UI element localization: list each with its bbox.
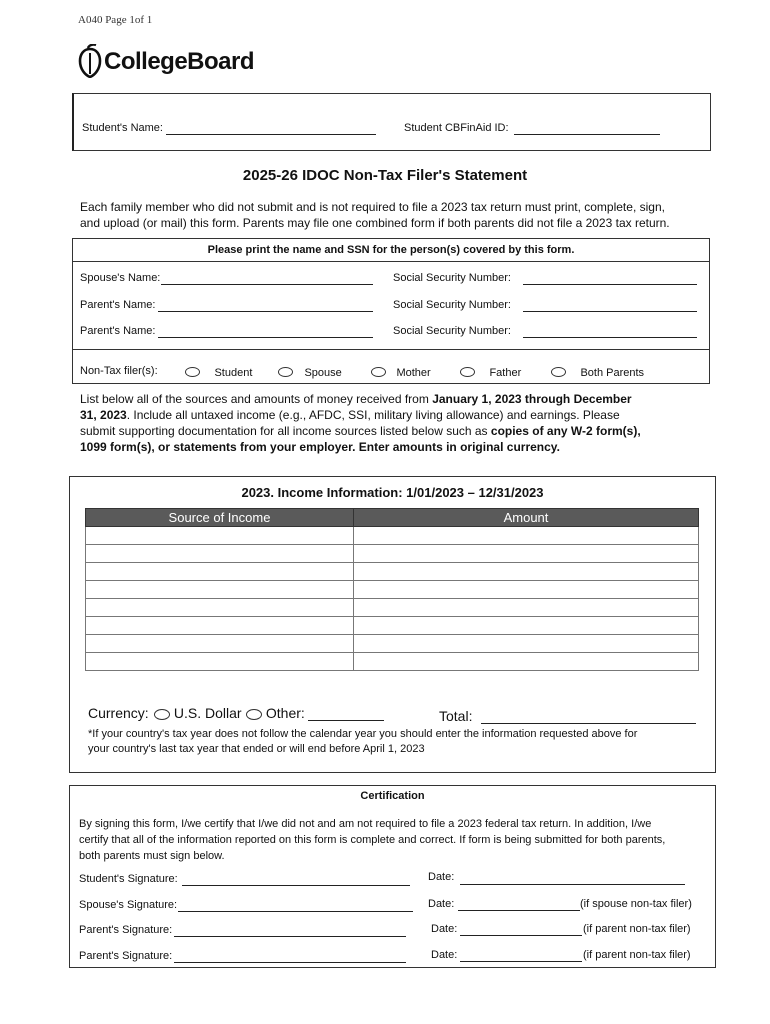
spouse-signature-field[interactable] (178, 899, 413, 912)
source-cell[interactable] (86, 563, 354, 581)
divider (73, 349, 709, 350)
filer-option-label: Student (214, 367, 253, 379)
acorn-icon (78, 44, 102, 78)
parent1-date-label: Date: (431, 923, 458, 935)
intro-text (80, 199, 670, 231)
filer-option-mother[interactable] (371, 363, 431, 381)
filer-option-student[interactable] (185, 363, 252, 381)
certification-title: Certification (360, 790, 425, 802)
filer-option-father[interactable] (460, 363, 521, 381)
currency-usd-label: U.S. Dollar (173, 705, 242, 721)
source-cell[interactable] (86, 527, 354, 545)
filer-option-label: Father (489, 367, 522, 379)
note-line-1: *If your country's tax year does not follow the calendar year you should enter the information requested above for (88, 728, 638, 740)
parent1-ssn-field[interactable] (523, 299, 697, 312)
income-info-box (69, 476, 716, 773)
filer-option-label: Both Parents (580, 367, 645, 379)
parent1-name-field[interactable] (158, 299, 373, 312)
student-name-label: Student's Name: (82, 122, 163, 134)
parent2-signature-field[interactable] (174, 950, 406, 963)
parent1-signature-field[interactable] (174, 924, 406, 937)
parent1-signature-label: Parent's Signature: (79, 924, 173, 936)
student-date-label: Date: (428, 871, 455, 883)
instr-date-range: January 1, 2023 through December (432, 392, 632, 406)
student-signature-field[interactable] (182, 873, 410, 886)
table-header-row (86, 509, 699, 527)
divider (73, 261, 709, 262)
amount-cell[interactable] (354, 527, 699, 545)
amount-cell[interactable] (354, 599, 699, 617)
student-id-field[interactable] (514, 122, 660, 135)
table-row (86, 581, 699, 599)
parent2-ssn-field[interactable] (523, 325, 697, 338)
instr-date-end: 31, 2023 (80, 408, 127, 422)
cert-line-2: certify that all of the information reported on this form is complete and correct. If form is being submitted for both parents, (79, 834, 666, 846)
income-table (85, 508, 699, 671)
radio-button-icon[interactable] (154, 709, 170, 720)
parent2-date-note: (if parent non-tax filer) (583, 949, 691, 961)
nontax-filer-label: Non-Tax filer(s): (80, 365, 158, 377)
spouse-date-field[interactable] (458, 898, 580, 911)
instr-text: List below all of the sources and amounts of money received from (80, 392, 433, 406)
currency-other-field[interactable] (308, 706, 384, 721)
table-row (86, 563, 699, 581)
parent1-name-label: Parent's Name: (80, 299, 156, 311)
filer-option-label: Mother (396, 367, 431, 379)
print-instruction: Please print the name and SSN for the person(s) covered by this form. (207, 244, 575, 256)
parent1-date-field[interactable] (460, 923, 582, 936)
income-instructions (80, 391, 641, 455)
currency-option-other[interactable] (246, 705, 305, 721)
parent2-date-field[interactable] (460, 949, 582, 962)
total-field[interactable] (481, 709, 696, 724)
spouse-name-label: Spouse's Name: (80, 272, 161, 284)
amount-cell[interactable] (354, 635, 699, 653)
parent2-date-label: Date: (431, 949, 458, 961)
amount-cell[interactable] (354, 617, 699, 635)
student-id-label: Student CBFinAid ID: (404, 122, 509, 134)
form-title: 2025-26 IDOC Non-Tax Filer's Statement (242, 167, 528, 184)
student-signature-label: Student's Signature: (79, 873, 178, 885)
source-cell[interactable] (86, 653, 354, 671)
logo-wordmark: CollegeBoard (104, 48, 255, 75)
tax-year-note (88, 727, 637, 757)
spouse-ssn-label: Social Security Number: (393, 272, 511, 284)
instr-text: . Include all untaxed income (e.g., AFDC, SSI, military living allowance) and earnings. Please (126, 408, 620, 422)
source-cell[interactable] (86, 617, 354, 635)
cert-line-1: By signing this form, I/we certify that I/we did not and am not required to file a 2023 federal tax return. In addition, I/we (79, 818, 652, 830)
radio-button-icon[interactable] (460, 367, 475, 377)
currency-option-usd[interactable] (154, 705, 242, 721)
intro-line-1: Each family member who did not submit and is not required to file a 2023 tax return must print, complete, sign, (80, 200, 665, 214)
table-row (86, 599, 699, 617)
certification-box (69, 785, 716, 968)
filer-option-both-parents[interactable] (551, 363, 644, 381)
parent1-date-note: (if parent non-tax filer) (583, 923, 691, 935)
parent2-ssn-label: Social Security Number: (393, 325, 511, 337)
table-row (86, 635, 699, 653)
filer-option-label: Spouse (304, 367, 342, 379)
spouse-name-field[interactable] (161, 272, 373, 285)
col-source-header: Source of Income (86, 509, 354, 527)
radio-button-icon[interactable] (278, 367, 293, 377)
parent2-signature-label: Parent's Signature: (79, 950, 173, 962)
currency-label: Currency: (88, 705, 149, 721)
col-amount-header: Amount (354, 509, 699, 527)
spouse-date-note: (if spouse non-tax filer) (580, 898, 692, 910)
page-reference: A040 Page 1of 1 (78, 14, 153, 26)
note-line-2: your country's last tax year that ended or will end before April 1, 2023 (88, 743, 425, 755)
amount-cell[interactable] (354, 545, 699, 563)
certification-text (79, 816, 665, 864)
instr-text: submit supporting documentation for all income sources listed below such as (80, 424, 491, 438)
parent2-name-label: Parent's Name: (80, 325, 156, 337)
amount-cell[interactable] (354, 581, 699, 599)
spouse-signature-label: Spouse's Signature: (79, 899, 178, 911)
spouse-ssn-field[interactable] (523, 272, 697, 285)
intro-line-2: and upload (or mail) this form. Parents may file one combined form if both parents did not file a 2023 tax return. (80, 216, 670, 230)
source-cell[interactable] (86, 599, 354, 617)
filer-option-spouse[interactable] (278, 363, 342, 381)
instr-w2-note: copies of any W-2 form(s), (490, 424, 641, 438)
radio-button-icon[interactable] (246, 709, 262, 720)
radio-button-icon[interactable] (185, 367, 200, 377)
total-label: Total: (439, 708, 473, 724)
persons-box (72, 238, 710, 384)
source-cell[interactable] (86, 581, 354, 599)
source-cell[interactable] (86, 545, 354, 563)
radio-button-icon[interactable] (551, 367, 566, 377)
table-row (86, 617, 699, 635)
spouse-date-label: Date: (428, 898, 455, 910)
income-title: 2023. Income Information: 1/01/2023 – 12/31/2023 (241, 485, 544, 500)
student-info-box (72, 93, 711, 151)
student-name-field[interactable] (166, 122, 376, 135)
parent2-name-field[interactable] (158, 325, 373, 338)
amount-cell[interactable] (354, 653, 699, 671)
parent1-ssn-label: Social Security Number: (393, 299, 511, 311)
student-date-field[interactable] (460, 872, 685, 885)
table-row (86, 653, 699, 671)
source-cell[interactable] (86, 635, 354, 653)
table-row (86, 527, 699, 545)
radio-button-icon[interactable] (371, 367, 386, 377)
currency-other-label: Other: (265, 705, 305, 721)
table-row (86, 545, 699, 563)
amount-cell[interactable] (354, 563, 699, 581)
cert-line-3: both parents must sign below. (79, 850, 225, 862)
instr-1099-note: 1099 form(s), or statements from your employer. Enter amounts in original currency. (80, 440, 560, 454)
